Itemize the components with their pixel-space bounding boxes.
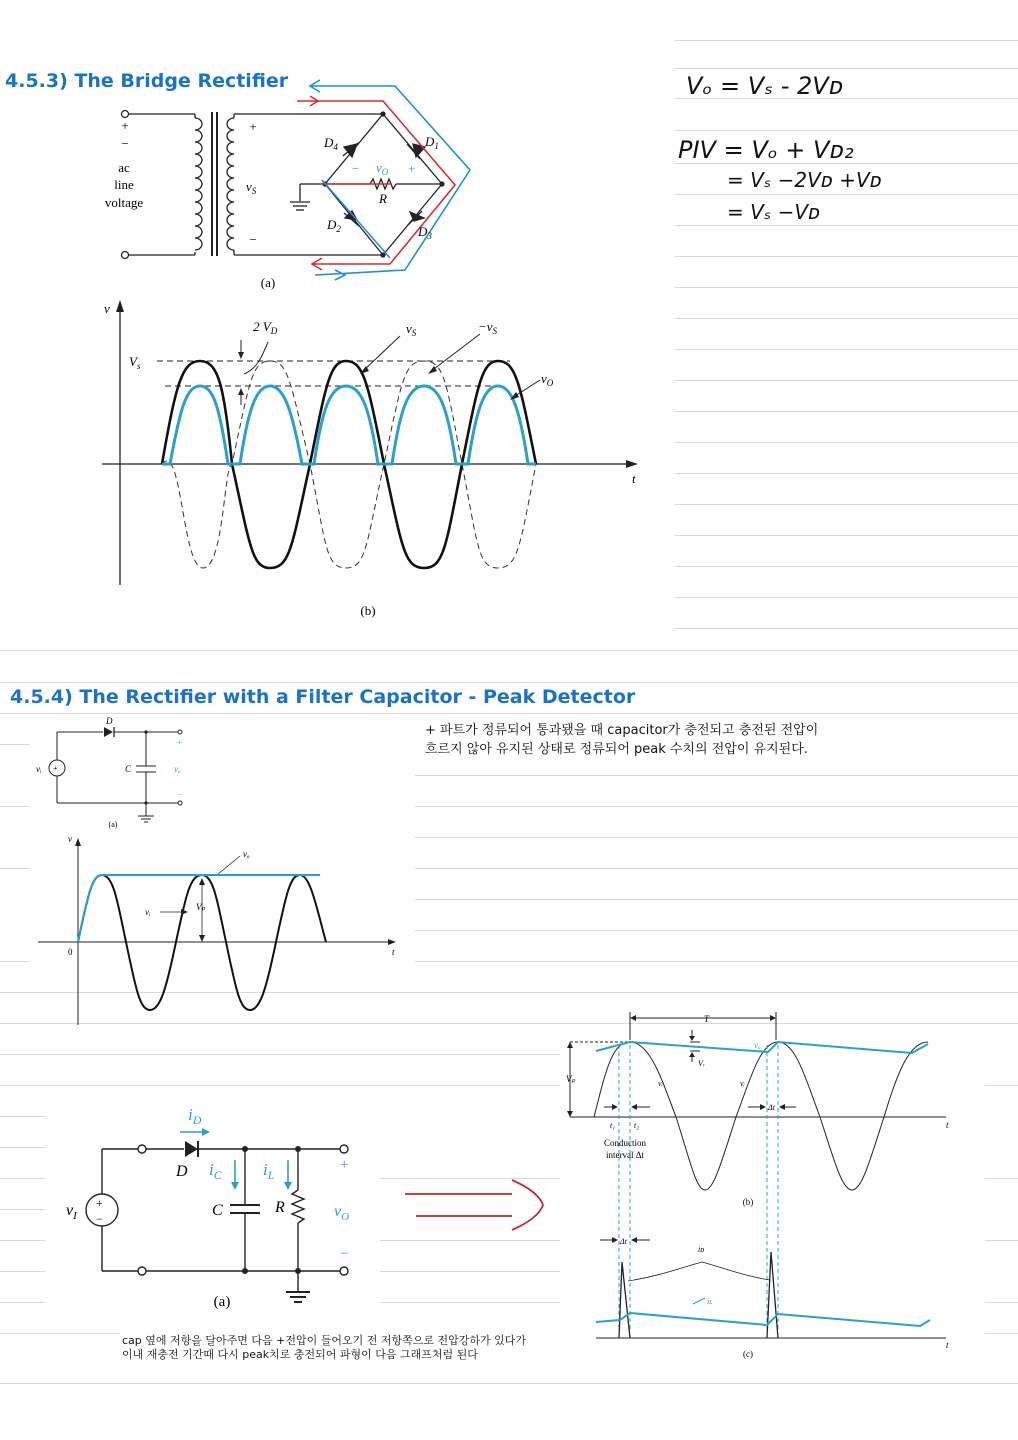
bridge-d4-label: $D_4$ (324, 135, 338, 152)
ripple-dt-label: Δt (768, 1103, 775, 1112)
bridge-wave-vo-label: $v_O$ (541, 371, 554, 388)
peak-small-wave-vp: Vₚ (196, 902, 206, 912)
ripple-t1-label: t₁ (610, 1121, 616, 1130)
ripple-t2-label: t₂ (634, 1121, 640, 1130)
peak-heading: 4.5.4) The Rectifier with a Filter Capacitor - Peak Detector (10, 686, 636, 708)
peak-note-line-1: + 파트가 정류되어 통과됐을 때 capacitor가 충전되고 충전된 전압이 (425, 723, 819, 738)
rc-minus: − (340, 1246, 349, 1262)
peak-small-wave-origin: 0 (68, 947, 73, 957)
bridge-wave-vs-label: $v_S$ (406, 321, 417, 338)
peak-small-plus: + (177, 738, 182, 747)
bridge-d3-label: $D_3$ (418, 224, 432, 241)
current-il-label: iʟ (707, 1297, 713, 1306)
ripple-caption: (b) (742, 1197, 754, 1207)
rc-plus: + (340, 1157, 349, 1173)
peak-small-caption: (a) (108, 820, 118, 829)
peak-small-minus: − (177, 790, 182, 799)
ripple-conduction-1: Conduction (604, 1138, 646, 1148)
peak-note-line-2: 흐르지 않아 유지된 상태로 정류되어 peak 수치의 전압이 유지된다. (425, 742, 808, 757)
bridge-source-label-2: line (114, 177, 134, 192)
bridge-secondary-plus: + (249, 119, 257, 134)
ripple-vi-label-2: vᵢ (740, 1079, 745, 1088)
current-id-label: iᴅ (698, 1245, 705, 1254)
current-x-axis: t (946, 1340, 949, 1350)
bridge-source-label-1: ac (118, 160, 130, 175)
bridge-secondary-label: $v_S$ (246, 179, 257, 196)
bridge-wave-neg-vs-label: $-v_S$ (478, 319, 498, 336)
rc-note-line-1: cap 옆에 저항을 달아주면 다음 +전압이 들어오기 전 저항쪽으로 전압강하가 있다가 (122, 1334, 526, 1347)
bridge-caption-b: (b) (360, 603, 376, 618)
rc-note-line-2: 이내 재충전 기간때 다시 peak치로 충전되어 파형이 다음 그래프처럼 된다 (122, 1348, 478, 1361)
bridge-vo-minus: − (352, 161, 360, 176)
bridge-secondary-minus: − (249, 232, 257, 247)
ripple-vi-label-1: vᵢ (658, 1079, 663, 1088)
bridge-source-minus: − (121, 136, 129, 151)
bridge-d1-label: $D_1$ (425, 134, 439, 151)
current-caption: (c) (743, 1349, 753, 1359)
rc-id-label: $i_D$ (188, 1105, 202, 1127)
bridge-wave-y-axis: v (104, 301, 110, 316)
ripple-vp-label: Vₚ (566, 1074, 576, 1084)
peak-small-vo: vₒ (174, 764, 181, 774)
peak-small-wave-vi: vᵢ (145, 907, 151, 917)
bridge-wave-vs-level: $V_s$ (129, 354, 141, 371)
handwriting-vo: Vₒ = Vₛ - 2Vᴅ (686, 72, 844, 100)
peak-small-source-label: vᵢ (36, 764, 42, 774)
current-dt-label: Δt (620, 1237, 627, 1246)
bridge-caption-a: (a) (260, 275, 276, 290)
handwriting-piv-step1: = Vₛ −2Vᴅ +Vᴅ (727, 168, 882, 192)
ripple-vr-label: Vᵣ (698, 1059, 705, 1068)
rc-vo-label: $v_O$ (334, 1203, 350, 1223)
bridge-d2-label: $D_2$ (327, 217, 341, 234)
svg-text:+: + (96, 1196, 103, 1210)
peak-small-wave-y: v (68, 834, 72, 844)
peak-small-cap-label: C (125, 764, 132, 774)
rc-diode-label: D (176, 1163, 188, 1180)
handwriting-piv: PIV = Vₒ + Vᴅ₂ (678, 136, 854, 164)
rc-ic-label: $i_C$ (209, 1160, 222, 1182)
bridge-vo-plus: + (408, 161, 416, 176)
svg-text:−: − (96, 1212, 103, 1226)
rc-caption: (a) (213, 1294, 231, 1310)
ripple-conduction-2: interval Δt (605, 1150, 645, 1160)
rc-il-label: $i_L$ (263, 1160, 275, 1182)
peak-small-diode-label: D (106, 716, 113, 726)
ripple-vo-label: vₒ (754, 1040, 761, 1050)
rc-resistor-label: R (275, 1199, 285, 1216)
bridge-source-label-3: voltage (104, 195, 144, 210)
bridge-wave-x-axis: t (632, 471, 636, 486)
ripple-period-label: T (704, 1014, 710, 1024)
ripple-x-axis: t (946, 1120, 949, 1130)
svg-text:+: + (53, 764, 58, 773)
bridge-vo-label: $v_O$ (376, 160, 389, 177)
bridge-source-plus: + (121, 118, 129, 133)
rc-source-label: $v_I$ (66, 1202, 77, 1222)
peak-small-wave-vo: vₒ (243, 849, 250, 859)
bridge-heading: 4.5.3) The Bridge Rectifier (5, 70, 289, 92)
handwriting-piv-step2: = Vₛ −Vᴅ (727, 200, 821, 224)
bridge-wave-2vd: 2 $V_D$ (253, 319, 278, 336)
rc-cap-label: C (212, 1202, 223, 1219)
peak-small-wave-x: t (392, 947, 395, 957)
bridge-resistor-label: R (379, 191, 387, 206)
